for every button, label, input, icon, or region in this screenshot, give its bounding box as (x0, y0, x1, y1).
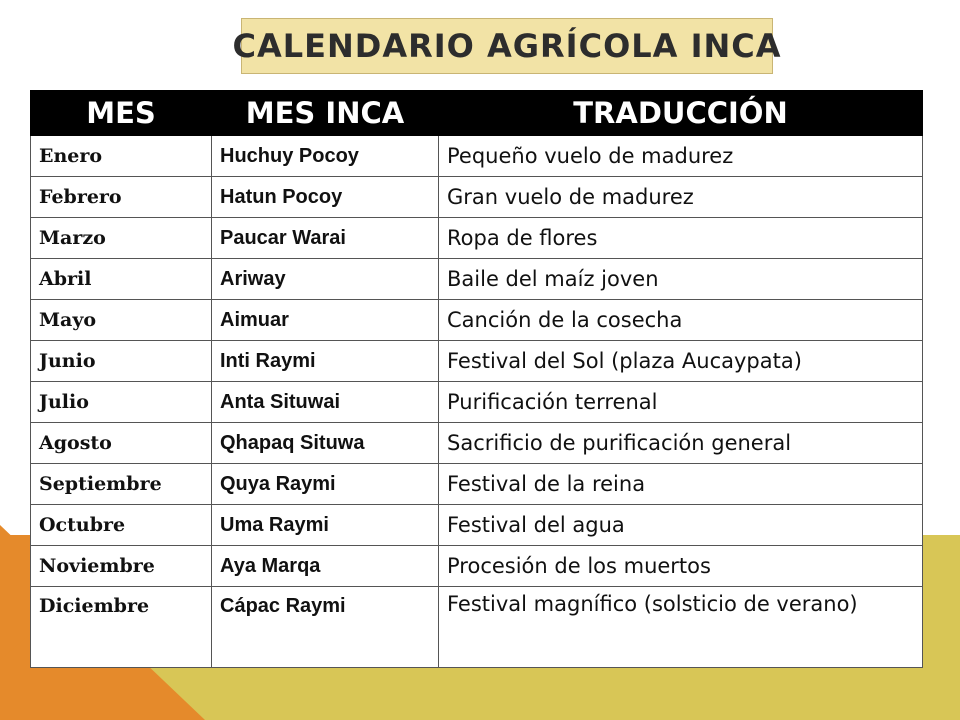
translation-cell: Baile del maíz joven (439, 259, 923, 300)
header-mes-inca: MES INCA (212, 91, 439, 136)
translation-cell: Festival del Sol (plaza Aucaypata) (439, 341, 923, 382)
inca-month-cell: Cápac Raymi (212, 587, 439, 668)
inca-month-cell: Quya Raymi (212, 464, 439, 505)
table-row (31, 546, 923, 587)
translation-cell: Festival magnífico (solsticio de verano) (439, 587, 923, 668)
table-row (31, 341, 923, 382)
inca-month-cell: Aimuar (212, 300, 439, 341)
header-mes: MES (31, 91, 212, 136)
translation-cell: Canción de la cosecha (439, 300, 923, 341)
inca-month-cell: Anta Situwai (212, 382, 439, 423)
inca-month-cell: Qhapaq Situwa (212, 423, 439, 464)
table-row (31, 259, 923, 300)
table-row (31, 423, 923, 464)
calendar-table (30, 90, 923, 668)
translation-cell: Sacrificio de purificación general (439, 423, 923, 464)
page-title: CALENDARIO AGRÍCOLA INCA (232, 27, 782, 65)
month-cell: Octubre (31, 505, 212, 546)
translation-cell: Pequeño vuelo de madurez (439, 136, 923, 177)
month-cell: Abril (31, 259, 212, 300)
month-cell: Noviembre (31, 546, 212, 587)
title-banner (232, 18, 782, 74)
month-cell: Marzo (31, 218, 212, 259)
month-cell: Diciembre (31, 587, 212, 668)
table-row (31, 382, 923, 423)
table-row (31, 464, 923, 505)
inca-month-cell: Ariway (212, 259, 439, 300)
table-row (31, 218, 923, 259)
month-cell: Enero (31, 136, 212, 177)
inca-month-cell: Paucar Warai (212, 218, 439, 259)
month-cell: Septiembre (31, 464, 212, 505)
month-cell: Julio (31, 382, 212, 423)
inca-month-cell: Huchuy Pocoy (212, 136, 439, 177)
translation-cell: Purificación terrenal (439, 382, 923, 423)
table-row (31, 136, 923, 177)
table-row (31, 505, 923, 546)
translation-cell: Festival del agua (439, 505, 923, 546)
translation-cell: Festival de la reina (439, 464, 923, 505)
inca-month-cell: Hatun Pocoy (212, 177, 439, 218)
table-row (31, 587, 923, 668)
month-cell: Agosto (31, 423, 212, 464)
header-traduccion: TRADUCCIÓN (439, 91, 923, 136)
translation-cell: Procesión de los muertos (439, 546, 923, 587)
inca-month-cell: Inti Raymi (212, 341, 439, 382)
month-cell: Mayo (31, 300, 212, 341)
month-cell: Febrero (31, 177, 212, 218)
month-cell: Junio (31, 341, 212, 382)
inca-month-cell: Aya Marqa (212, 546, 439, 587)
translation-cell: Gran vuelo de madurez (439, 177, 923, 218)
table-row (31, 177, 923, 218)
header-row (31, 91, 923, 136)
translation-cell: Ropa de flores (439, 218, 923, 259)
inca-month-cell: Uma Raymi (212, 505, 439, 546)
table-row (31, 300, 923, 341)
